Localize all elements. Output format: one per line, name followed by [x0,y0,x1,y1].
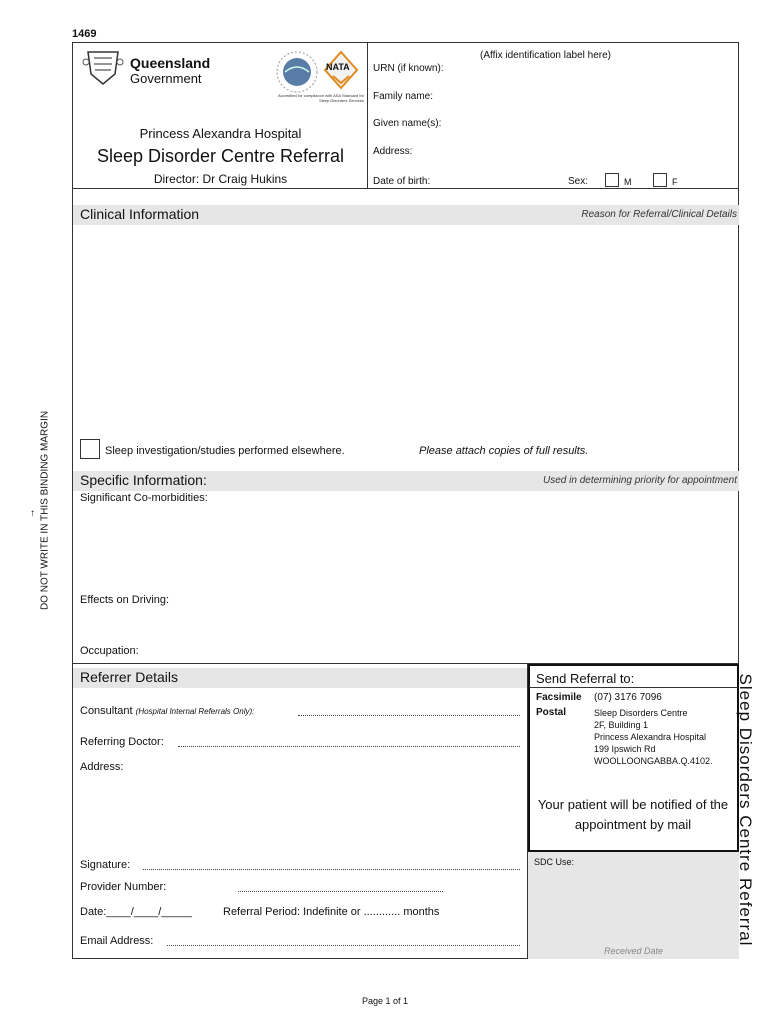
clinical-section-title: Clinical Information [80,206,200,222]
referring-doctor-field[interactable]: Referring Doctor: [80,736,164,748]
postal-address [594,707,713,767]
postal-line: Sleep Disorders Centre [594,708,688,718]
clinical-section-note: Reason for Referral/Clinical Details [581,209,737,220]
postal-line: Princess Alexandra Hospital [594,732,707,742]
specific-section-note: Used in determining priority for appointment [543,475,737,486]
occupation-field[interactable]: Occupation: [80,645,139,657]
sex-f-label: F [672,177,678,187]
postal-line: WOOLLOONGABBA.Q.4102. [594,756,713,766]
send-referral-title: Send Referral to: [536,671,635,686]
fax-label: Facsimile [536,692,582,703]
page-number: Page 1 of 1 [361,996,409,1006]
comorbidities-field[interactable]: Significant Co-morbidities: [80,492,208,504]
signature-field[interactable]: Signature: [80,859,131,871]
consultant-note: (Hospital Internal Referrals Only): [135,707,255,716]
referring-doctor-dotted-line [178,746,520,747]
nata-label: NATA [326,62,350,72]
attach-results-note: Please attach copies of full results. [419,445,589,457]
referrer-section-title: Referrer Details [80,669,179,685]
qld-crest-icon [82,48,124,88]
postal-line: 2F, Building 1 [594,720,649,730]
email-dotted-line [167,945,520,946]
signature-dotted-line [143,869,520,870]
sdc-use-label: SDC Use: [534,857,575,867]
form-number: 1469 [72,28,97,40]
dob-field[interactable]: Date of birth: [373,176,431,187]
clinical-details-area[interactable] [73,225,739,435]
accreditation-text: Accredited for compliance with ASA Standard for Sleep Disorders Services [277,93,364,103]
postal-label: Postal [536,707,567,718]
consultant-field[interactable] [80,705,254,717]
side-title: Sleep Disorders Centre Referral [736,673,755,947]
gov-name-line1: Queensland [130,55,211,71]
address-field[interactable]: Address: [373,146,413,157]
given-names-field[interactable]: Given name(s): [373,118,442,129]
sex-m-label: M [624,177,632,187]
driving-field[interactable]: Effects on Driving: [80,594,170,606]
postal-line: 199 Ipswich Rd [594,744,656,754]
consultant-dotted-line [298,715,520,716]
sleep-accreditation-icon [275,50,319,94]
referral-period-field[interactable]: Referral Period: Indefinite or ............ months [223,906,440,918]
affix-label-note: (Affix identification label here) [480,50,611,61]
received-date-label: Received Date [603,946,664,956]
sex-m-checkbox[interactable] [605,173,619,187]
studies-elsewhere-label: Sleep investigation/studies performed elsewhere. [105,445,345,457]
consultant-label: Consultant [80,705,133,717]
director-name: Director: Dr Craig Hukins [153,172,288,186]
hospital-name: Princess Alexandra Hospital [139,126,302,141]
sex-f-checkbox[interactable] [653,173,667,187]
send-referral-divider [529,687,738,688]
family-name-field[interactable]: Family name: [373,91,434,102]
provider-number-field[interactable]: Provider Number: [80,881,167,893]
sex-label: Sex: [568,176,589,187]
form-title: Sleep Disorder Centre Referral [96,146,345,166]
header-divider [73,188,739,189]
specific-section-title: Specific Information: [80,472,207,488]
sdc-use-panel [528,852,739,959]
urn-field[interactable]: URN (if known): [373,63,444,74]
provider-number-dotted-line [238,891,443,892]
referrer-address-field[interactable]: Address: [80,761,124,773]
gov-name-line2: Government [130,71,202,86]
date-field[interactable]: Date:____/____/_____ [80,906,192,918]
binding-margin-note: DO NOT WRITE IN THIS BINDING MARGIN [39,410,51,611]
fax-value: (07) 3176 7096 [594,692,662,703]
studies-elsewhere-checkbox[interactable] [80,439,100,459]
email-field[interactable]: Email Address: [80,935,154,947]
up-arrow-icon: ↑ [30,508,35,519]
notification-message: Your patient will be notified of the appointment by mail [537,797,729,832]
